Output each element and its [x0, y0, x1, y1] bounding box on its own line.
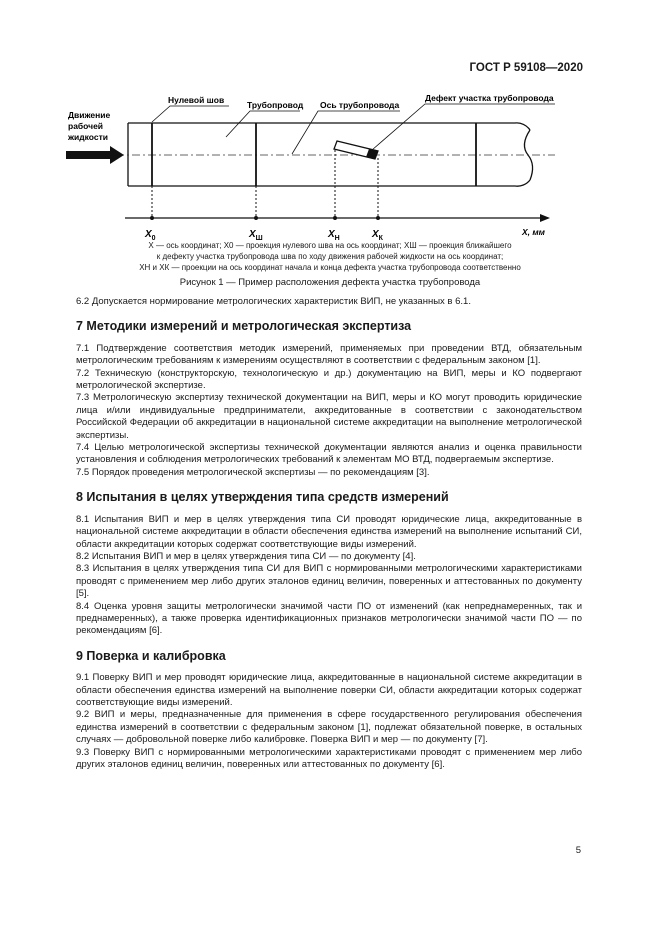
paragraph-8-3: 8.3 Испытания в целях утверждения типа СИ для ВИП с нормированными метрологическими характеристиками проводят с применением мер либо других эталонов единиц величин, поверенных и аттестованных по документу [5]. [76, 563, 582, 600]
flow-arrow [66, 146, 124, 164]
figure-legend-line: XН и XК — проекции на ось координат начала и конца дефекта участка трубопровода соответственно [139, 263, 521, 272]
pipe-bottom-edge [128, 180, 530, 186]
pipeline-label: Трубопровод [247, 100, 304, 110]
xk-subscript: К [378, 235, 383, 242]
xn-subscript: Н [334, 235, 340, 242]
flow-label-3: жидкости [68, 132, 108, 142]
paragraph-6-2: 6.2 Допускается нормирование метрологических характеристик ВИП, не указанных в 6.1. [76, 296, 471, 307]
paragraph-9-2: 9.2 ВИП и меры, предназначенные для применения в сфере государственного регулирования обеспечения единства измерений в соответствии с федеральным законом [1], подлежат обязательной поверке, в остальных случаях — добровольной поверке либо калибровке. Поверка ВИП и мер — по документу [7]. [76, 709, 582, 746]
xn-label: X [328, 229, 335, 240]
xk-label: X [372, 229, 379, 240]
pipe-axis-label: Ось трубопровода [320, 100, 400, 110]
flow-label-2: рабочей [68, 121, 104, 131]
xk-dot [376, 216, 380, 220]
paragraph-7-5: 7.5 Порядок проведения метрологической экспертизы — по рекомендациям [3]. [76, 466, 430, 478]
page-number: 5 [575, 845, 581, 856]
section-7-title: 7 Методики измерений и метрологическая экспертиза [76, 319, 412, 334]
paragraph-8-1: 8.1 Испытания ВИП и мер в целях утверждения типа СИ проводят юридические лица, аккредитованные в национальной системе аккредитации в области обеспечения единства измерений на выполнение испытаний СИ, области аккредитации которых содержат соответствующие виды измерений. [76, 513, 582, 550]
paragraph-8-4: 8.4 Оценка уровня защиты метрологически значимой части ПО от изменений (как непреднамеренных, так и преднамеренных), а также проверка идентификационных признаков метрологически значимой части ПО — по рекомендациям [6]. [76, 600, 582, 637]
paragraph-7-3: 7.3 Метрологическую экспертизу технической документации на ВИП, меры и КО могут проводить юридические лица и/или индивидуальные предприниматели, аккредитованные в соответствии с законодательством Российской Федерации об аккредитации в национальной системе аккредитации на выполнение метрологической экспертизы. [76, 392, 582, 441]
zero-seam-label: Нулевой шов [168, 95, 225, 105]
xn-dot [333, 216, 337, 220]
paragraph-8-2: 8.2 Испытания ВИП и мер в целях утверждения типа СИ — по документу [4]. [76, 550, 416, 562]
standard-header: ГОСТ Р 59108—2020 [469, 62, 583, 74]
leader-pipeline [226, 111, 300, 137]
figure-caption: Рисунок 1 — Пример расположения дефекта участка трубопровода [179, 277, 481, 288]
xsh-label: X [249, 229, 256, 240]
xsh-subscript: Ш [255, 235, 263, 242]
x-axis-arrow [540, 214, 550, 222]
defect-label: Дефект участка трубопровода [425, 93, 554, 103]
x0-dot [150, 216, 154, 220]
pipeline-defect-figure [0, 0, 661, 280]
paragraph-7-1: 7.1 Подтверждение соответствия методик измерений, применяемых при проведении ВТД, обязательным метрологическим требованиям к измерениям осуществляют в соответствии с федеральным законом [1]. [76, 342, 582, 367]
xsh-dot [254, 216, 258, 220]
section-9-title: 9 Поверка и калибровка [76, 648, 226, 663]
document-body [76, 296, 582, 771]
paragraph-9-3: 9.3 Поверку ВИП с нормированными метрологическими характеристиками проводят с применением мер либо других эталонов единиц величин, поверенных или аттестованных по документу [6]. [76, 746, 582, 770]
paragraph-7-4: 7.4 Целью метрологической экспертизы технической документации являются анализ и оценка правильности установления и соблюдения метрологических требований к элементам МО ВТД, подвергаемым экспертизе. [76, 442, 582, 466]
section-8-title: 8 Испытания в целях утверждения типа средств измерений [76, 490, 449, 505]
figure-legend-line: X — ось координат; X0 — проекция нулевого шва на ось координат; XШ — проекция ближайшего [148, 241, 512, 250]
figure-legend-line: к дефекту участка трубопровода шва по ходу движения рабочей жидкости на ось координат; [156, 252, 504, 261]
x0-label: X [145, 229, 152, 240]
paragraph-7-2: 7.2 Техническую (конструкторскую, технологическую и др.) документацию на ВИП, меры и КО подвергают метрологической экспертизе. [76, 367, 582, 392]
flow-label-1: Движение [68, 110, 111, 120]
leader-zero-seam [152, 106, 229, 122]
axis-x-label: X, мм [522, 227, 545, 237]
paragraph-9-1: 9.1 Поверку ВИП и мер проводят юридические лица, аккредитованные в национальной системе аккредитации в области обеспечения единства измерений на выполнение поверки СИ, области аккредитации которых содержат соответствующие виды измерений. [76, 672, 582, 708]
x0-subscript: 0 [151, 235, 156, 242]
pipe-top-edge [128, 123, 530, 130]
